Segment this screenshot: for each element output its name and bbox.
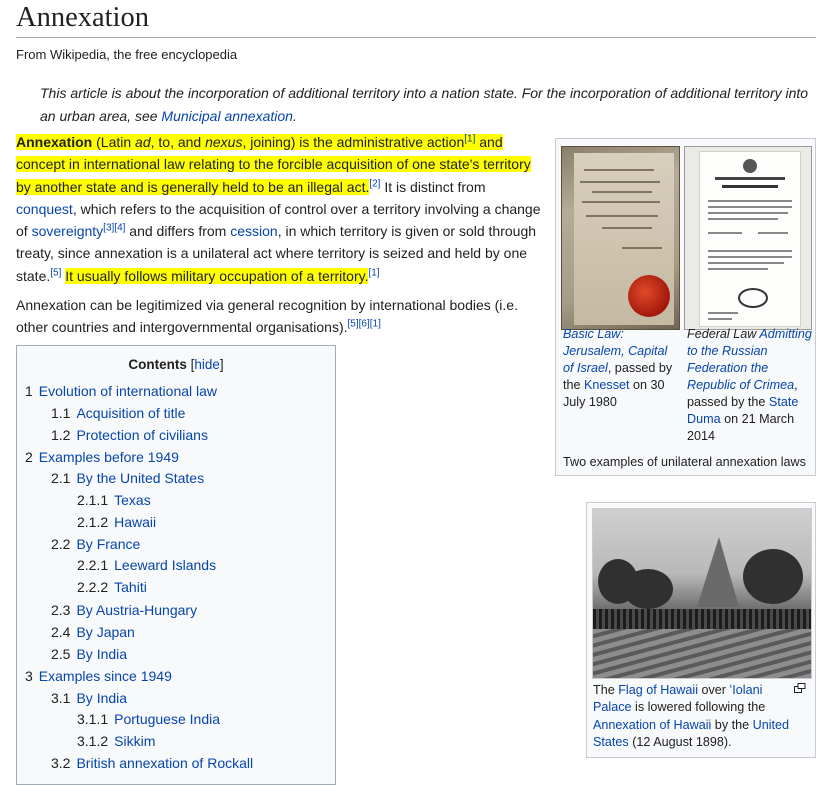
toc-link[interactable]: By India [76, 690, 128, 706]
toc-link[interactable]: Leeward Islands [114, 557, 217, 573]
site-tagline: From Wikipedia, the free encyclopedia [16, 47, 238, 62]
basic-law-image[interactable] [561, 146, 680, 330]
toc-heading: Contents [hide] [128, 357, 224, 372]
lead-paragraph [16, 131, 542, 287]
lead-text-2: , to, and [150, 134, 206, 150]
annexation-of-hawaii-link[interactable]: Annexation of Hawaii [593, 717, 712, 732]
toc-item[interactable] [51, 689, 127, 707]
toc-link[interactable]: By France [76, 536, 141, 552]
crimea-law-link[interactable]: Admitting to the Russian Federation the Republic of Crimea [687, 327, 812, 392]
toc-link[interactable]: Tahiti [114, 579, 147, 595]
table-of-contents [16, 345, 336, 785]
toc-item[interactable] [25, 448, 179, 466]
toc-hide-link[interactable]: hide [194, 357, 220, 372]
toc-title: Contents [128, 357, 187, 372]
second-paragraph-text: Annexation can be legitimized via general recognition by international bodies (i.e. other countries and intergovernmental organisations). [16, 297, 518, 336]
hatnote-end: . [292, 108, 297, 124]
hawaii-caption [593, 682, 793, 751]
toc-number: 2.5 [51, 646, 71, 662]
toc-item[interactable] [51, 754, 253, 772]
toc-number: 2.2.1 [77, 557, 109, 573]
toc-link[interactable]: Examples since 1949 [38, 668, 172, 684]
toc-item[interactable] [77, 513, 156, 531]
toc-number: 3.2 [51, 755, 71, 771]
toc-item[interactable] [25, 667, 172, 685]
page-title: Annexation [16, 2, 149, 33]
ref-link[interactable]: [6] [358, 318, 370, 330]
annexation-laws-figure [555, 138, 816, 476]
latin-ad: ad [135, 134, 151, 150]
toc-number: 2.1.1 [77, 492, 109, 508]
hawaii-flag-lowering-image[interactable] [592, 508, 812, 679]
lead-term: Annexation [16, 134, 93, 150]
toc-number: 2.2.2 [77, 579, 109, 595]
toc-link[interactable]: Texas [114, 492, 151, 508]
toc-item[interactable] [51, 404, 185, 422]
sovereignty-link[interactable]: sovereignty [31, 223, 104, 240]
toc-link[interactable]: Protection of civilians [76, 427, 208, 443]
toc-number: 3.1.2 [77, 733, 109, 749]
toc-link[interactable]: Evolution of international law [38, 383, 218, 399]
toc-number: 1.1 [51, 405, 71, 421]
toc-number: 2.2 [51, 536, 71, 552]
united-states-link[interactable]: United States [593, 717, 790, 749]
figure-caption: Two examples of unilateral annexation laws [563, 455, 806, 469]
ref-link[interactable]: [1] [464, 133, 476, 145]
ref-link[interactable]: [5] [50, 267, 62, 279]
basic-law-caption [563, 326, 675, 411]
toc-link[interactable]: By India [76, 646, 128, 662]
lead-text-6: , which refers to the acquisition of control over a territory involving a change of [16, 200, 541, 240]
toc-item[interactable] [51, 601, 197, 619]
caption-text: is lowered following the [631, 700, 766, 715]
latin-nexus: nexus [205, 134, 243, 150]
toc-item[interactable] [51, 469, 204, 487]
cession-link[interactable]: cession [230, 223, 278, 240]
enlarge-icon[interactable] [794, 683, 806, 693]
toc-item[interactable] [51, 645, 127, 663]
lead-text-3: , joining) is the administrative action [242, 134, 465, 150]
toc-item[interactable] [77, 491, 151, 509]
toc-item[interactable] [25, 382, 217, 400]
toc-item[interactable] [77, 556, 216, 574]
hatnote-text: This article is about the incorporation of additional territory into a nation state. For the incorporation of additional territory into an urban area, see [40, 85, 809, 124]
toc-link[interactable]: By Austria-Hungary [76, 602, 198, 618]
state-duma-link[interactable]: State Duma [687, 395, 799, 426]
ref-link[interactable]: [1] [369, 318, 381, 330]
lead-text-1: (Latin [92, 134, 136, 150]
ref-link[interactable]: [2] [369, 177, 381, 189]
toc-number: 1.2 [51, 427, 71, 443]
toc-link[interactable]: British annexation of Rockall [76, 755, 254, 771]
iolani-palace-link[interactable]: ʻIolani Palace [593, 683, 763, 715]
caption-text: The [593, 683, 619, 697]
ref-link[interactable]: [1] [368, 267, 380, 279]
toc-number: 2.1 [51, 470, 71, 486]
toc-number: 3.1 [51, 690, 71, 706]
lead-text-highlight: It usually follows military occupation of a territory. [65, 267, 369, 284]
toc-item[interactable] [51, 535, 140, 553]
toc-link[interactable]: By the United States [76, 470, 205, 486]
toc-link[interactable]: Acquisition of title [76, 405, 186, 421]
toc-item[interactable] [77, 732, 155, 750]
toc-number: 2.3 [51, 602, 71, 618]
toc-link[interactable]: By Japan [76, 624, 135, 640]
caption-text: (12 August 1898). [628, 734, 732, 749]
caption-text: by the [711, 717, 753, 732]
caption-text: , passed by the [687, 378, 798, 409]
second-paragraph [16, 294, 542, 339]
basic-law-link[interactable]: Basic Law: Jerusalem, Capital of Israel [563, 327, 668, 375]
toc-number: 2 [25, 449, 33, 465]
lead-text-5: It is distinct from [380, 178, 486, 195]
toc-item[interactable] [77, 578, 147, 596]
toc-item[interactable] [51, 623, 135, 641]
toc-number: 3.1.1 [77, 711, 109, 727]
toc-link[interactable]: Examples before 1949 [38, 449, 179, 465]
knesset-link[interactable]: Knesset [584, 378, 630, 392]
toc-link[interactable]: Portuguese India [114, 711, 220, 727]
toc-number: 3 [25, 668, 33, 684]
caption-text: on 30 July 1980 [563, 378, 665, 409]
caption-text: over [698, 683, 730, 697]
federal-law-image[interactable] [684, 146, 812, 330]
federal-law-caption [687, 326, 813, 445]
toc-number: 2.4 [51, 624, 71, 640]
hatnote [40, 82, 816, 128]
lead-text-8: , in which territory is given or sold through treaty, since annexation is a unilateral act where territory is seized and held by one state. [16, 223, 537, 284]
hawaii-figure [586, 502, 816, 758]
toc-item[interactable] [77, 710, 220, 728]
lead-text-4: and concept in international law relating to the forcible acquisition of one state's territory by another state and is generally held to be an illegal act. [16, 134, 531, 195]
lead-text-7: and differs from [125, 223, 231, 240]
ref-link[interactable]: [5] [347, 318, 359, 330]
ref-link[interactable]: [4] [114, 222, 126, 234]
toc-number: 1 [25, 383, 33, 399]
toc-number: 2.1.2 [77, 514, 109, 530]
title-divider [16, 37, 816, 38]
caption-text: Federal Law [687, 327, 760, 341]
toc-link[interactable]: Hawaii [114, 514, 157, 530]
conquest-link[interactable]: conquest [16, 200, 73, 217]
flag-of-hawaii-link[interactable]: Flag of Hawaii [618, 683, 698, 697]
toc-item[interactable] [51, 426, 208, 444]
toc-link[interactable]: Sikkim [114, 733, 156, 749]
ref-link[interactable]: [3] [103, 222, 115, 234]
municipal-annexation-link[interactable]: Municipal annexation [161, 108, 293, 124]
caption-text: on 21 March 2014 [687, 412, 795, 443]
caption-text: , passed by the [563, 361, 673, 392]
